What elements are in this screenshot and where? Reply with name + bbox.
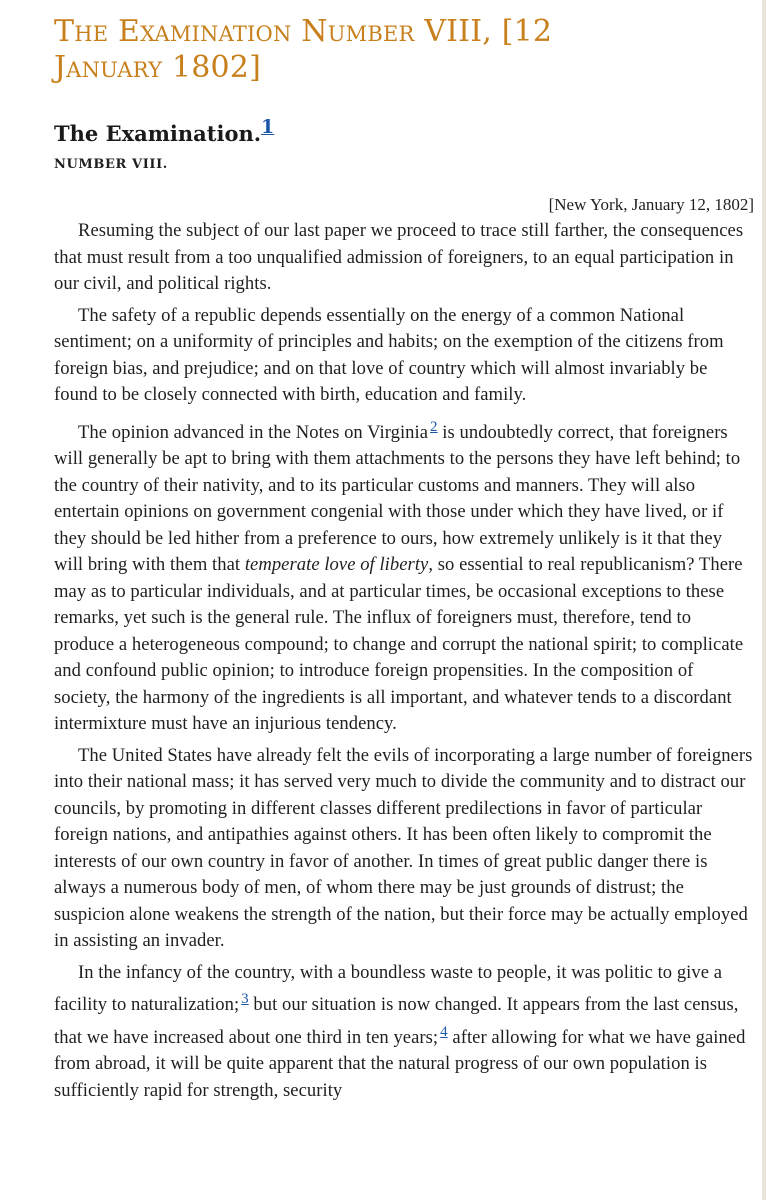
document-title (54, 14, 754, 86)
paragraph-5 (54, 960, 754, 1105)
paragraph-5-part-c: after allowing for what we have gained from abroad, it will be quite apparent that the natural progress of our own population is sufficiently rapid for strength, security (54, 1026, 746, 1101)
footnote-link-1[interactable]: 1 (261, 116, 275, 138)
paragraph-5-part-a: In the infancy of the country, with a boundless waste to people, it was politic to give a facility to naturalization; (54, 961, 723, 1015)
paragraph-3-part-c: , so essential to real republicanism? There may as to particular individuals, and at particular times, be occasional exceptions to these remarks, yet such is the general rule. The influx of foreigners must, therefore, tend to produce a heterogeneous compound; to change and corrupt the national spirit; to complicate and confound public opinion; to introduce foreign propensities. In the composition of society, the harmony of the ingredients is all important, and whatever tends to a discordant intermixture must have an injurious tendency. (54, 554, 744, 734)
title-line-1: The Examination Number VIII, [12 (54, 14, 553, 49)
examination-heading-text: The Examination. (54, 121, 262, 146)
paragraph-3-italic: temperate love of liberty (244, 554, 429, 575)
paragraph-3-part-a: The opinion advanced in the Notes on Virginia (78, 421, 429, 443)
paragraph-4: The United States have already felt the evils of incorporating a large number of foreigners into their national mass; it has served very much to divide the community and to distract our councils, by promoting in different classes different predilections in favor of particular foreign nations, and antipathies against others. It has been often likely to compromit the interests of our own country in favor of another. In times of great public danger there is always a numerous body of men, of whom there may be just grounds of distrust; the suspicion alone weakens the strength of the nation, but their force may be actually employed in assisting an invader. (54, 744, 753, 951)
title-line-2: January 1802] (54, 50, 262, 85)
document-body (54, 14, 754, 1109)
dateline: [New York, January 12, 1802] (548, 195, 754, 214)
right-edge-rule (762, 0, 766, 1200)
paragraph-1: Resuming the subject of our last paper we proceed to trace still farther, the consequences that must result from a too unqualified admission of foreigners, to an equal participation in our civil, and political rights. (54, 220, 744, 294)
paragraph-3-part-b: is undoubtedly correct, that foreigners will generally be apt to bring with them attachments to the persons they have left behind; to the country of their nativity, and to its particular customs and manners. They will also entertain opinions on government congenial with those under which they have lived, or if they should be led hither from a preference to ours, how extremely unlikely is it that they will bring with them that (54, 421, 741, 575)
examination-heading (54, 114, 754, 147)
paragraph-5-part-b: but our situation is now changed. It appears from the last census, that we have increased about one third in ten years; (54, 994, 739, 1048)
footnote-link-3[interactable]: 3 (241, 991, 249, 1007)
paragraph-2: The safety of a republic depends essentially on the energy of a common National sentiment; on a uniformity of principles and habits; on the exemption of the citizens from foreign bias, and prejudice; and on that love of country which will almost invariably be found to be closely connected with birth, education and family. (54, 304, 724, 405)
paragraph-3 (54, 414, 754, 738)
footnote-link-4[interactable]: 4 (440, 1023, 448, 1040)
number-label: NUMBER VIII. (54, 157, 168, 172)
footnote-link-2[interactable]: 2 (430, 418, 438, 435)
